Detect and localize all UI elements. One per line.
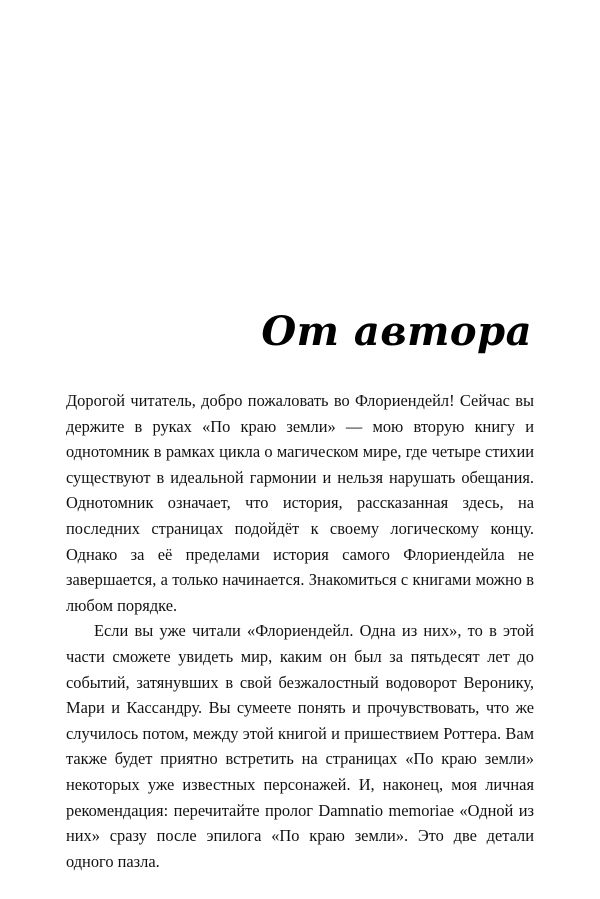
page-content bbox=[66, 310, 534, 874]
paragraph-2: Если вы уже читали «Флориендейл. Одна из них», то в этой части сможете увидеть мир, каким он был за пятьдесят лет до событий, затянувших в свой безжалостный водоворот Веронику, Мари и Кассандру. Вы сумеете понять и прочувствовать, что же случилось потом, между этой книгой и пришествием Роттера. Вам также будет приятно встретить на страницах «По краю земли» некоторых уже известных персонажей. И, наконец, моя личная рекомендация: перечитайте пролог Damnatio memoriae «Одной из них» сразу после эпилога «По краю земли». Это две детали одного пазла. bbox=[66, 621, 534, 871]
chapter-title: От автора bbox=[261, 308, 532, 355]
paragraph-1: Дорогой читатель, добро пожаловать во Флориендейл! Сейчас вы держите в руках «По краю земли» — мою вторую книгу и однотомник в рамках цикла о магическом мире, где четыре стихии существуют в идеальной гармонии и нельзя нарушать обещания. Однотомник означает, что история, рассказанная здесь, на последних страницах подойдёт к своему логическому концу. Однако за её пределами история самого Флориендейла не завершается, а только начинается. Знакомиться с книгами можно в любом порядке. bbox=[66, 391, 534, 615]
